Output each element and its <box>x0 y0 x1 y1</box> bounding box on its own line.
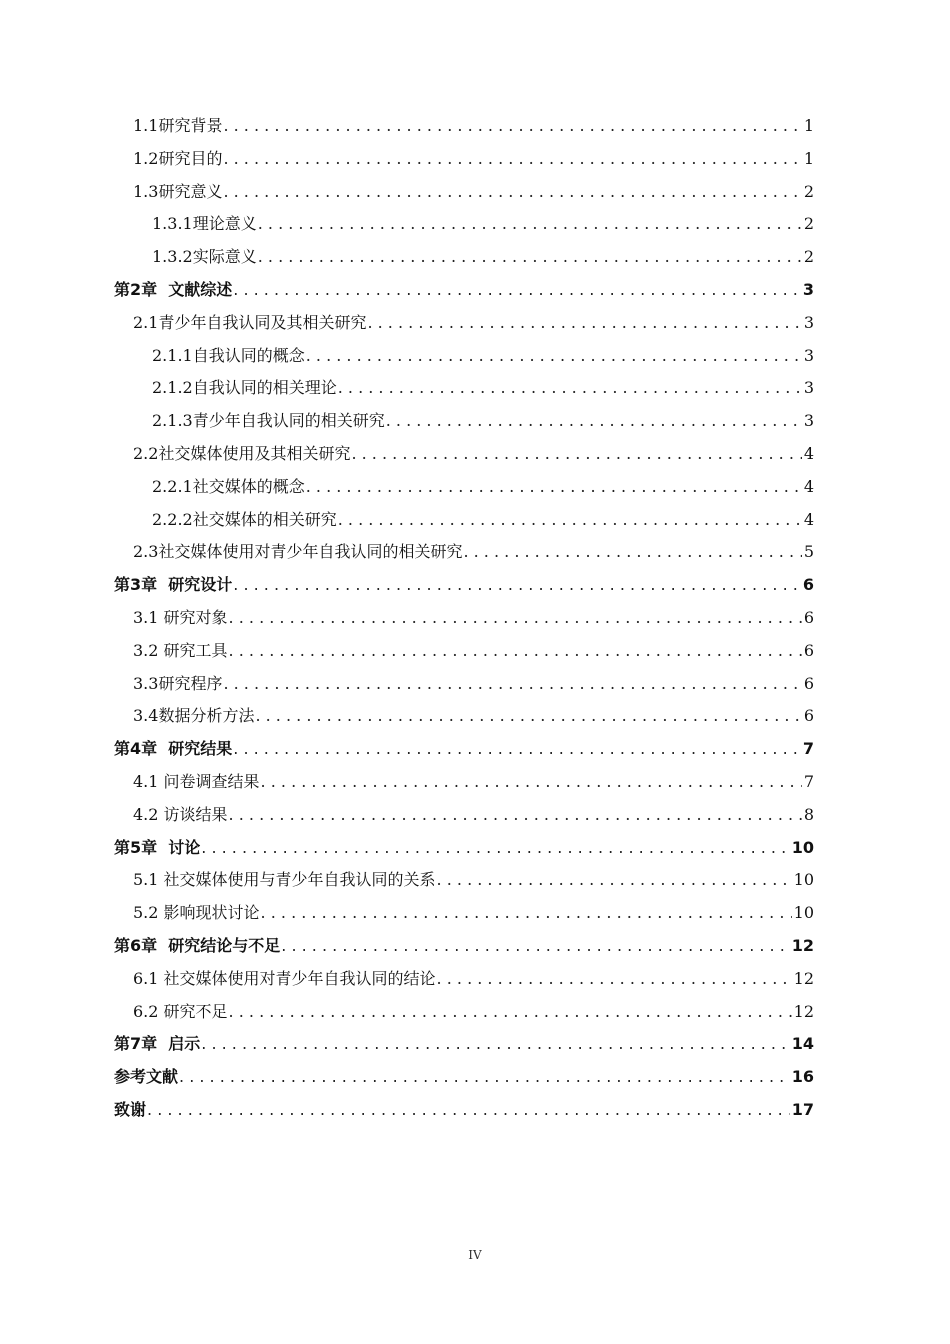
toc-dot-leader <box>306 340 802 373</box>
toc-dot-leader <box>223 176 801 209</box>
toc-entry[interactable] <box>114 471 814 504</box>
toc-entry-label: 4.1 问卷调查结果 <box>133 771 260 791</box>
toc-entry[interactable] <box>114 536 814 569</box>
toc-entry[interactable] <box>114 340 814 373</box>
toc-entry-page-number: 8 <box>803 804 814 824</box>
toc-entry[interactable] <box>114 635 814 668</box>
toc-dot-leader <box>233 274 801 307</box>
toc-entry-label: 2.1青少年自我认同及其相关研究 <box>133 312 367 332</box>
toc-entry-page-number: 6 <box>803 706 814 726</box>
toc-entry-page-number: 16 <box>791 1067 814 1087</box>
toc-entry[interactable] <box>114 208 814 241</box>
toc-entry-page-number: 2 <box>803 247 814 267</box>
toc-entry-page-number: 2 <box>803 214 814 234</box>
toc-entry-label: 第5章 讨论 <box>114 837 201 857</box>
toc-entry[interactable] <box>114 1061 814 1094</box>
toc-dot-leader <box>255 700 801 733</box>
toc-entry-page-number: 10 <box>791 837 814 857</box>
toc-entry-label: 2.2社交媒体使用及其相关研究 <box>133 443 351 463</box>
toc-entry-page-number: 12 <box>793 1001 814 1021</box>
toc-dot-leader <box>437 864 792 897</box>
toc-entry-label: 1.3研究意义 <box>133 181 223 201</box>
toc-entry-label: 1.1研究背景 <box>133 116 223 135</box>
toc-entry-label: 6.2 研究不足 <box>133 1001 228 1021</box>
toc-dot-leader <box>306 471 802 504</box>
toc-entry-label: 1.3.1理论意义 <box>152 214 257 234</box>
toc-dot-leader <box>233 733 801 766</box>
toc-entry[interactable] <box>114 143 814 176</box>
toc-entry[interactable] <box>114 1094 814 1127</box>
toc-dot-leader <box>223 668 801 701</box>
toc-dot-leader <box>261 897 792 930</box>
toc-entry-page-number: 4 <box>803 476 814 496</box>
toc-entry-page-number: 10 <box>793 903 814 923</box>
page-number-footer: IV <box>468 1248 482 1262</box>
toc-entry[interactable] <box>114 602 814 635</box>
toc-entry-page-number: 4 <box>803 443 814 463</box>
toc-dot-leader <box>233 569 801 602</box>
toc-entry[interactable] <box>114 700 814 733</box>
toc-entry-page-number: 10 <box>793 870 814 890</box>
toc-entry-label: 2.1.2自我认同的相关理论 <box>152 378 337 398</box>
toc-dot-leader <box>201 1028 789 1061</box>
toc-entry-label: 2.3社交媒体使用对青少年自我认同的相关研究 <box>133 542 463 562</box>
toc-entry-page-number: 7 <box>802 739 814 759</box>
toc-entry-page-number: 3 <box>803 345 814 365</box>
table-of-contents <box>114 110 814 1127</box>
toc-entry[interactable] <box>114 504 814 537</box>
toc-entry[interactable] <box>114 733 814 766</box>
toc-dot-leader <box>223 110 801 143</box>
toc-dot-leader <box>258 208 802 241</box>
toc-entry-label: 第4章 研究结果 <box>114 739 233 759</box>
toc-entry-label: 3.3研究程序 <box>133 673 223 693</box>
toc-entry-page-number: 1 <box>803 148 814 168</box>
toc-entry[interactable] <box>114 799 814 832</box>
toc-entry-label: 2.1.1自我认同的概念 <box>152 345 305 365</box>
toc-dot-leader <box>261 766 802 799</box>
toc-entry[interactable] <box>114 241 814 274</box>
toc-entry[interactable] <box>114 405 814 438</box>
toc-entry-label: 5.2 影响现状讨论 <box>133 903 260 923</box>
toc-entry-label: 第2章 文献综述 <box>114 279 233 299</box>
toc-entry-label: 4.2 访谈结果 <box>133 804 228 824</box>
toc-entry-label: 5.1 社交媒体使用与青少年自我认同的关系 <box>133 870 436 890</box>
toc-entry-label: 1.2研究目的 <box>133 148 223 168</box>
toc-dot-leader <box>367 307 801 340</box>
toc-entry-page-number: 12 <box>791 935 814 955</box>
toc-dot-leader <box>179 1061 790 1094</box>
toc-entry-page-number: 3 <box>803 378 814 398</box>
toc-entry-label: 6.1 社交媒体使用对青少年自我认同的结论 <box>133 968 436 988</box>
toc-dot-leader <box>229 996 792 1029</box>
toc-entry-label: 3.2 研究工具 <box>133 640 228 660</box>
toc-entry[interactable] <box>114 832 814 865</box>
toc-entry[interactable] <box>114 963 814 996</box>
toc-entry-page-number: 3 <box>802 279 814 299</box>
toc-entry-page-number: 6 <box>803 640 814 660</box>
toc-entry[interactable] <box>114 176 814 209</box>
toc-dot-leader <box>463 536 801 569</box>
toc-entry-page-number: 14 <box>791 1034 814 1054</box>
toc-entry-page-number: 5 <box>803 542 814 562</box>
toc-entry-label: 第6章 研究结论与不足 <box>114 935 281 955</box>
toc-entry-label: 第3章 研究设计 <box>114 575 233 595</box>
toc-entry[interactable] <box>114 668 814 701</box>
toc-entry-page-number: 2 <box>803 181 814 201</box>
toc-entry[interactable] <box>114 307 814 340</box>
toc-dot-leader <box>351 438 801 471</box>
toc-dot-leader <box>229 602 802 635</box>
toc-entry[interactable] <box>114 438 814 471</box>
toc-dot-leader <box>281 930 789 963</box>
toc-entry-label: 第7章 启示 <box>114 1034 201 1054</box>
toc-entry-page-number: 12 <box>793 968 814 988</box>
toc-dot-leader <box>147 1094 790 1127</box>
toc-dot-leader <box>201 832 789 865</box>
toc-entry[interactable] <box>114 864 814 897</box>
toc-entry-page-number: 6 <box>802 575 814 595</box>
toc-entry-page-number: 3 <box>803 312 814 332</box>
toc-entry[interactable] <box>114 1028 814 1061</box>
toc-entry-label: 参考文献 <box>114 1067 179 1087</box>
toc-entry[interactable] <box>114 569 814 602</box>
toc-entry-label: 2.2.1社交媒体的概念 <box>152 476 305 496</box>
toc-entry-label: 3.1 研究对象 <box>133 607 228 627</box>
toc-entry[interactable] <box>114 766 814 799</box>
toc-entry[interactable] <box>114 372 814 405</box>
toc-entry-page-number: 6 <box>803 673 814 693</box>
toc-dot-leader <box>258 241 802 274</box>
toc-entry[interactable] <box>114 110 814 143</box>
toc-dot-leader <box>229 635 802 668</box>
toc-entry-page-number: 3 <box>803 411 814 431</box>
toc-entry-label: 3.4数据分析方法 <box>133 706 255 726</box>
toc-entry-page-number: 17 <box>791 1099 814 1119</box>
toc-entry[interactable] <box>114 274 814 307</box>
toc-entry-label: 2.1.3青少年自我认同的相关研究 <box>152 411 385 431</box>
toc-dot-leader <box>338 372 802 405</box>
toc-entry-page-number: 7 <box>803 771 814 791</box>
toc-entry-label: 致谢 <box>114 1099 147 1119</box>
toc-entry[interactable] <box>114 996 814 1029</box>
toc-dot-leader <box>437 963 792 996</box>
toc-dot-leader <box>223 143 801 176</box>
toc-entry[interactable] <box>114 930 814 963</box>
toc-entry[interactable] <box>114 897 814 930</box>
toc-entry-page-number: 1 <box>803 116 814 135</box>
toc-dot-leader <box>386 405 802 438</box>
toc-entry-page-number: 4 <box>803 509 814 529</box>
toc-entry-label: 2.2.2社交媒体的相关研究 <box>152 509 337 529</box>
toc-dot-leader <box>229 799 802 832</box>
toc-entry-page-number: 6 <box>803 607 814 627</box>
toc-entry-label: 1.3.2实际意义 <box>152 247 257 267</box>
toc-dot-leader <box>338 504 802 537</box>
